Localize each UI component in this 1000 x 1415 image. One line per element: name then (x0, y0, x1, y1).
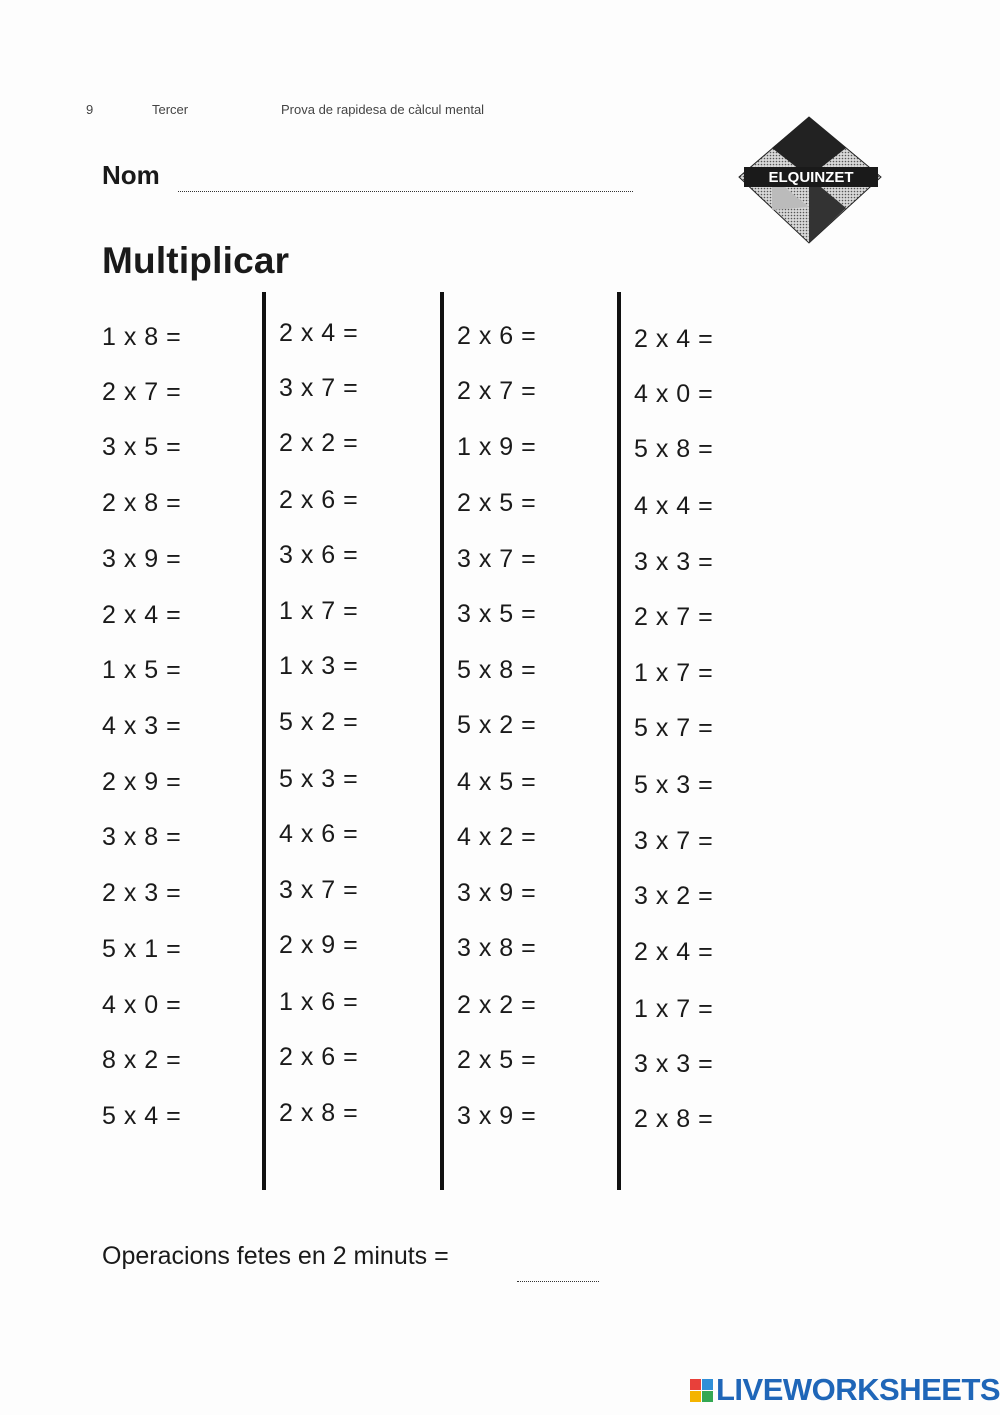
multiplication-operation: 2 x 6 = (457, 322, 537, 350)
multiplication-operation: 5 x 2 = (279, 708, 359, 736)
liveworksheets-logo-icon (690, 1379, 713, 1402)
test-subtitle: Prova de rapidesa de càlcul mental (281, 102, 485, 117)
multiplication-operation: 5 x 4 = (102, 1102, 182, 1130)
multiplication-operation: 2 x 4 = (634, 325, 714, 353)
multiplication-operation: 2 x 8 = (634, 1105, 714, 1133)
multiplication-operation: 4 x 2 = (457, 823, 537, 851)
multiplication-operation: 2 x 6 = (279, 1043, 359, 1071)
multiplication-operation: 3 x 7 = (279, 374, 359, 402)
multiplication-operation: 3 x 9 = (457, 879, 537, 907)
multiplication-operation: 2 x 8 = (102, 489, 182, 517)
name-label: Nom (102, 160, 160, 190)
multiplication-operation: 3 x 7 = (457, 545, 537, 573)
multiplication-operation: 1 x 3 = (279, 652, 359, 680)
section-title: Multiplicar (102, 240, 290, 281)
multiplication-operation: 2 x 8 = (279, 1099, 359, 1127)
multiplication-operation: 5 x 2 = (457, 711, 537, 739)
multiplication-operation: 5 x 8 = (634, 435, 714, 463)
logo-square (702, 1379, 713, 1390)
multiplication-operation: 4 x 3 = (102, 712, 182, 740)
multiplication-operation: 1 x 7 = (634, 995, 714, 1023)
column-divider (617, 292, 621, 1190)
multiplication-operation: 5 x 8 = (457, 656, 537, 684)
multiplication-operation: 2 x 2 = (457, 991, 537, 1019)
multiplication-operation: 4 x 0 = (102, 991, 182, 1019)
multiplication-operation: 3 x 3 = (634, 1050, 714, 1078)
multiplication-operation: 1 x 9 = (457, 433, 537, 461)
operations-count-input-line[interactable] (517, 1281, 599, 1282)
multiplication-operation: 3 x 8 = (457, 934, 537, 962)
multiplication-operation: 3 x 3 = (634, 548, 714, 576)
multiplication-operation: 1 x 5 = (102, 656, 182, 684)
multiplication-operation: 2 x 5 = (457, 1046, 537, 1074)
multiplication-operation: 4 x 6 = (279, 820, 359, 848)
liveworksheets-brand[interactable] (690, 1372, 1000, 1408)
multiplication-operation: 3 x 5 = (102, 433, 182, 461)
multiplication-operation: 3 x 9 = (102, 545, 182, 573)
logo-square (690, 1391, 701, 1402)
multiplication-operation: 5 x 7 = (634, 714, 714, 742)
multiplication-operation: 3 x 7 = (279, 876, 359, 904)
elquinzet-logo-icon (736, 115, 886, 245)
multiplication-operation: 5 x 1 = (102, 935, 182, 963)
brand-text: LIVEWORKSHEETS (716, 1372, 1000, 1407)
multiplication-operation: 5 x 3 = (279, 765, 359, 793)
multiplication-operation: 8 x 2 = (102, 1046, 182, 1074)
multiplication-operation: 4 x 4 = (634, 492, 714, 520)
level-label: Tercer (152, 102, 189, 117)
multiplication-operation: 4 x 0 = (634, 380, 714, 408)
multiplication-operation: 2 x 4 = (279, 319, 359, 347)
multiplication-operation: 3 x 9 = (457, 1102, 537, 1130)
multiplication-operation: 2 x 3 = (102, 879, 182, 907)
column-divider (262, 292, 266, 1190)
multiplication-operation: 2 x 6 = (279, 486, 359, 514)
page-number: 9 (86, 102, 94, 117)
multiplication-operation: 1 x 6 = (279, 988, 359, 1016)
name-input-line[interactable] (178, 191, 633, 192)
multiplication-operation: 3 x 7 = (634, 827, 714, 855)
multiplication-operation: 1 x 7 = (634, 659, 714, 687)
multiplication-operation: 4 x 5 = (457, 768, 537, 796)
logo-square (702, 1391, 713, 1402)
multiplication-operation: 2 x 4 = (102, 601, 182, 629)
multiplication-operation: 2 x 5 = (457, 489, 537, 517)
multiplication-operation: 2 x 7 = (634, 603, 714, 631)
multiplication-operation: 2 x 9 = (102, 768, 182, 796)
multiplication-operation: 2 x 7 = (457, 377, 537, 405)
multiplication-operation: 3 x 5 = (457, 600, 537, 628)
logo-text: ELQUINZET (768, 169, 854, 186)
multiplication-operation: 5 x 3 = (634, 771, 714, 799)
multiplication-operation: 1 x 7 = (279, 597, 359, 625)
logo-square (690, 1379, 701, 1390)
multiplication-operation: 2 x 2 = (279, 429, 359, 457)
column-divider (440, 292, 444, 1190)
operations-count-label: Operacions fetes en 2 minuts = (102, 1242, 449, 1270)
multiplication-operation: 3 x 8 = (102, 823, 182, 851)
multiplication-operation: 2 x 9 = (279, 931, 359, 959)
multiplication-operation: 2 x 4 = (634, 938, 714, 966)
multiplication-operation: 1 x 8 = (102, 323, 182, 351)
multiplication-operation: 3 x 6 = (279, 541, 359, 569)
multiplication-operation: 2 x 7 = (102, 378, 182, 406)
multiplication-operation: 3 x 2 = (634, 882, 714, 910)
